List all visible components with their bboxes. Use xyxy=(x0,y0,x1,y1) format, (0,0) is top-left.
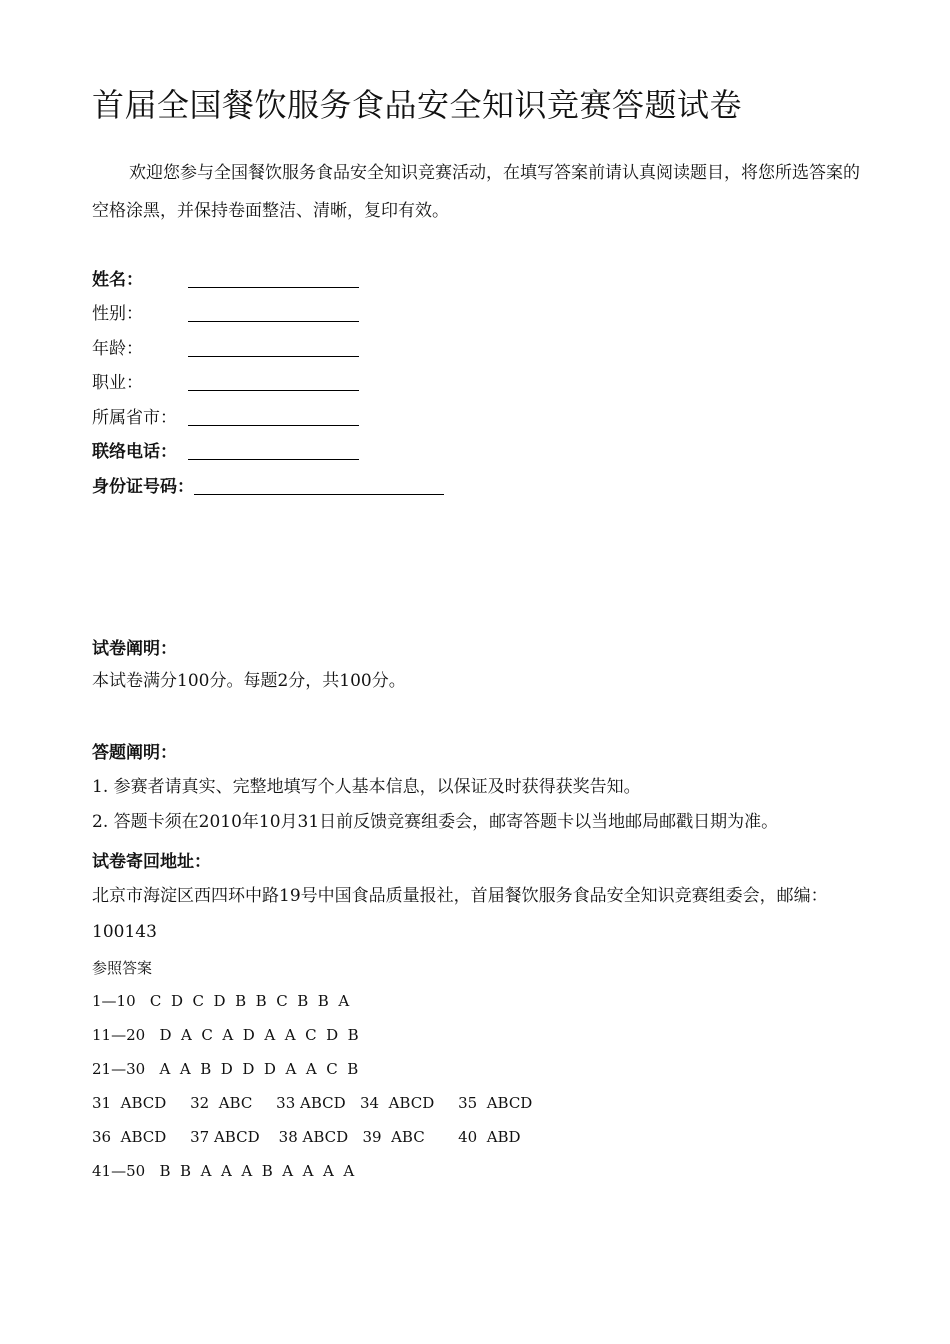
age-blank xyxy=(188,337,359,357)
phone-label: 联络电话： xyxy=(92,442,177,462)
id-number-blank xyxy=(194,475,444,495)
answer-note-heading: 答题阐明： xyxy=(92,743,177,763)
occupation-label: 职业： xyxy=(92,373,143,393)
reference-row: 31 ABCD 32 ABC 33 ABCD 34 ABCD 35 ABCD xyxy=(92,1094,533,1112)
document-title: 首届全国餐饮服务食品安全知识竞赛答题试卷 xyxy=(92,86,743,124)
mailing-heading: 试卷寄回地址： xyxy=(92,852,211,872)
name-blank xyxy=(188,268,359,288)
occupation-field xyxy=(92,371,359,395)
phone-field xyxy=(92,440,359,464)
reference-row: 11—20 D A C A D A A C D B xyxy=(92,1026,359,1044)
intro-paragraph: 欢迎您参与全国餐饮服务食品安全知识竞赛活动，在填写答案前请认真阅读题目，将您所选答案的空格涂黑，并保持卷面整洁、清晰，复印有效。 xyxy=(92,163,860,221)
gender-field xyxy=(92,302,359,326)
province-blank xyxy=(188,406,359,426)
reference-row: 1—10 C D C D B B C B B A xyxy=(92,992,350,1010)
exam-note-heading: 试卷阐明： xyxy=(92,639,177,659)
reference-heading: 参照答案 xyxy=(92,959,153,977)
exam-note-text: 本试卷满分100分。每题2分，共100分。 xyxy=(92,671,406,691)
gender-label: 性别： xyxy=(92,304,143,324)
age-label: 年龄： xyxy=(92,339,143,359)
reference-row: 21—30 A A B D D D A A C B xyxy=(92,1060,359,1078)
id-number-field xyxy=(92,475,444,499)
mailing-address: 北京市海淀区西四环中路19号中国食品质量报社，首届餐饮服务食品安全知识竞赛组委会，邮编：100143 xyxy=(92,886,828,942)
name-field xyxy=(92,268,359,292)
id-number-label: 身份证号码： xyxy=(92,477,194,497)
answer-note-item-1: 1. 参赛者请真实、完整地填写个人基本信息，以保证及时获得获奖告知。 xyxy=(92,777,641,797)
reference-row: 41—50 B B A A A B A A A A xyxy=(92,1162,355,1180)
gender-blank xyxy=(188,302,359,322)
occupation-blank xyxy=(188,371,359,391)
answer-note-item-2: 2. 答题卡须在2010年10月31日前反馈竞赛组委会，邮寄答题卡以当地邮局邮戳日期为准。 xyxy=(92,812,779,832)
age-field xyxy=(92,337,359,361)
reference-row: 36 ABCD 37 ABCD 38 ABCD 39 ABC 40 ABD xyxy=(92,1128,521,1146)
phone-blank xyxy=(188,440,359,460)
province-label: 所属省市： xyxy=(92,408,177,428)
name-label: 姓名： xyxy=(92,270,143,290)
province-field xyxy=(92,406,359,430)
